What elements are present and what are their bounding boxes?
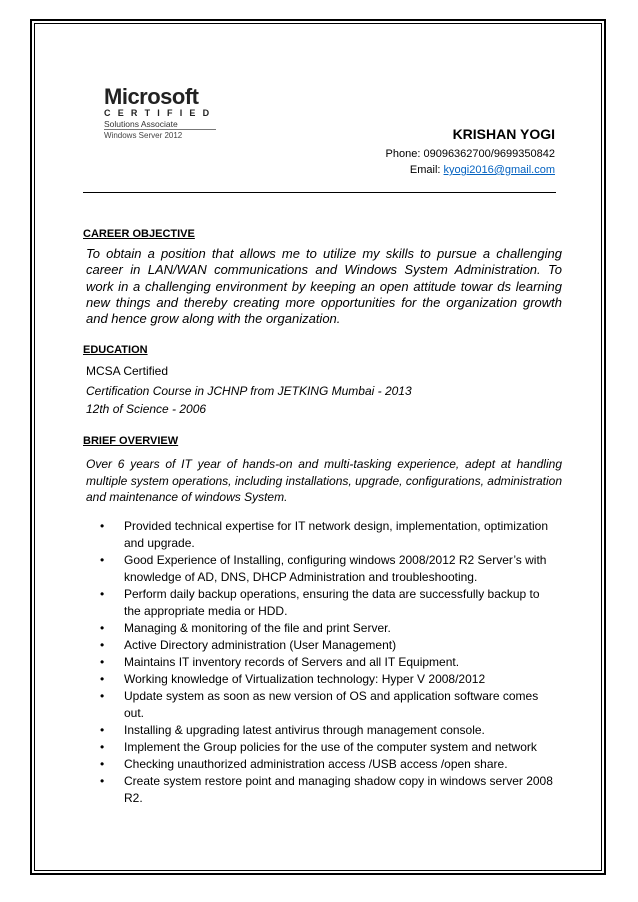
bullet-icon: •: [100, 740, 105, 754]
list-item: [100, 773, 558, 807]
list-item: [100, 688, 558, 722]
list-item-text: Maintains IT inventory records of Servers and all IT Equipment.: [124, 655, 460, 669]
bullet-icon: •: [100, 553, 105, 567]
overview-bullet-list: [100, 518, 558, 807]
bullet-icon: •: [100, 519, 105, 533]
bullet-icon: •: [100, 672, 105, 686]
bullet-icon: •: [100, 689, 105, 703]
list-item: [100, 552, 558, 586]
education-heading: EDUCATION: [83, 344, 148, 356]
education-line-3: 12th of Science - 2006: [86, 402, 207, 416]
candidate-name: KRISHAN YOGI: [452, 126, 555, 142]
email-link[interactable]: kyogi2016@gmail.com: [443, 164, 555, 176]
bullet-icon: •: [100, 621, 105, 635]
list-item-text: Provided technical expertise for IT network design, implementation, optimization and upgrade.: [124, 519, 548, 550]
list-item: [100, 671, 558, 688]
bullet-icon: •: [100, 655, 105, 669]
logo-title: Solutions Associate: [104, 119, 178, 129]
career-objective-heading: CAREER OBJECTIVE: [83, 228, 195, 240]
logo-certified: CERTIFIED: [104, 108, 217, 118]
list-item-text: Update system as soon as new version of OS and application software comes out.: [124, 689, 539, 720]
list-item-text: Working knowledge of Virtualization technology: Hyper V 2008/2012: [124, 672, 486, 686]
education-line-1: MCSA Certified: [86, 364, 169, 378]
career-objective-text: To obtain a position that allows me to utilize my skills to pursue a challenging career in LAN/WAN communications and Windows System Administration. To work in a challenging environment by keeping an open attitude towar ds learning new things and thereby creating more opportunities for the organization growth and hence grow along with the organization.: [86, 246, 562, 327]
education-line-2: Certification Course in JCHNP from JETKING Mumbai - 2013: [86, 384, 412, 398]
list-item-text: Checking unauthorized administration access /USB access /open share.: [124, 757, 508, 771]
bullet-icon: •: [100, 723, 105, 737]
bullet-icon: •: [100, 638, 105, 652]
bullet-icon: •: [100, 757, 105, 771]
list-item-text: Implement the Group policies for the use of the computer system and network: [124, 740, 537, 754]
list-item: [100, 756, 558, 773]
list-item-text: Perform daily backup operations, ensuring the data are successfully backup to the appropriate media or HDD.: [124, 587, 540, 618]
brief-overview-heading: BRIEF OVERVIEW: [83, 435, 179, 447]
bullet-icon: •: [100, 774, 105, 788]
list-item: [100, 620, 558, 637]
brief-overview-text: Over 6 years of IT year of hands-on and multi-tasking experience, adept at handling multiple system operations, including installations, upgrade, configurations, administration and maintenance of windows System.: [86, 457, 562, 504]
phone-line: Phone: 09096362700/9699350842: [385, 148, 555, 160]
list-item: [100, 722, 558, 739]
list-item-text: Active Directory administration (User Management): [124, 638, 397, 652]
list-item: [100, 586, 558, 620]
email-line: [410, 164, 555, 176]
list-item-text: Create system restore point and managing shadow copy in windows server 2008 R2.: [124, 774, 553, 805]
logo-product: Windows Server 2012: [104, 129, 216, 141]
email-label: Email:: [409, 164, 444, 176]
list-item: [100, 518, 558, 552]
bullet-icon: •: [100, 587, 105, 601]
list-item-text: Managing & monitoring of the file and print Server.: [124, 621, 391, 635]
list-item-text: Good Experience of Installing, configuring windows 2008/2012 R2 Server’s with knowledge of AD, DNS, DHCP Administration and troubleshooting.: [124, 553, 547, 584]
list-item-text: Installing & upgrading latest antivirus through management console.: [124, 723, 485, 737]
list-item: [100, 637, 558, 654]
logo-brand: Microsoft: [104, 84, 199, 109]
list-item: [100, 739, 558, 756]
microsoft-certified-logo: [104, 86, 234, 141]
list-item: [100, 654, 558, 671]
header-divider: [83, 192, 556, 193]
